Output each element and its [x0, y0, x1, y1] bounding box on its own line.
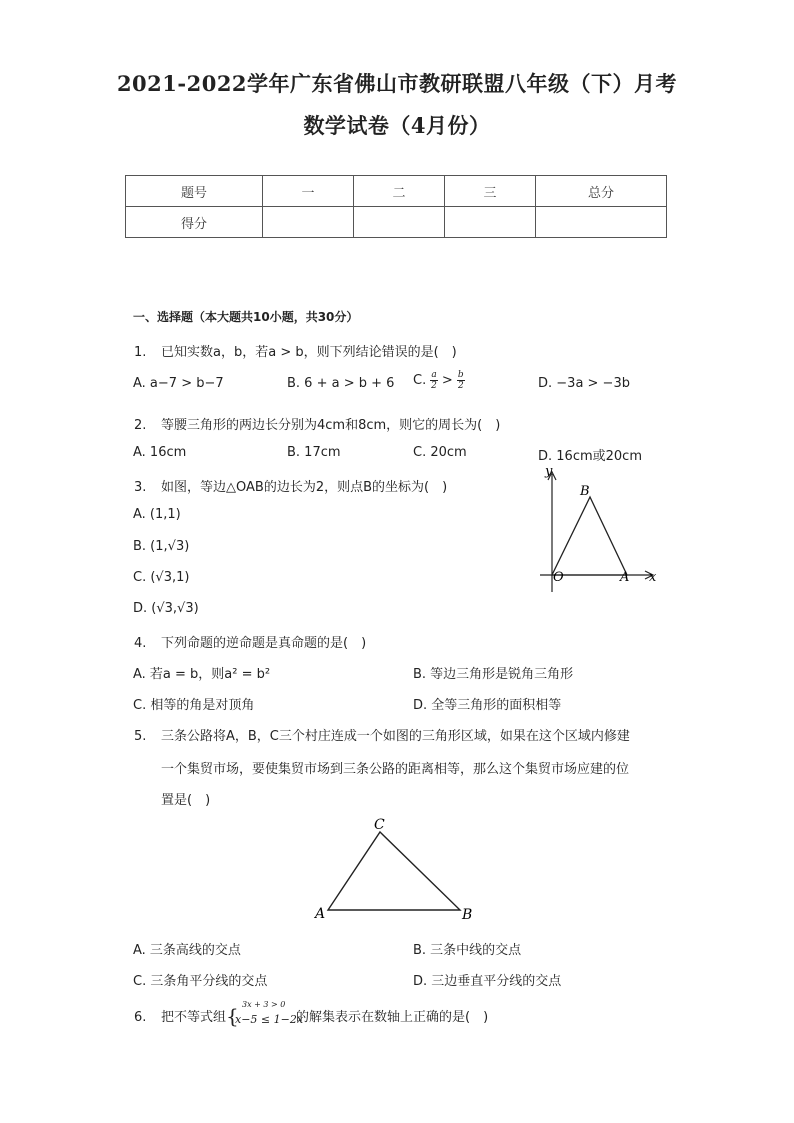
score-table-row [126, 207, 667, 238]
question-3-stem [134, 476, 447, 495]
point-b-label: B [580, 484, 590, 499]
question-text-pre: 把不等式组 [161, 1010, 227, 1025]
q2-option-c: C. 20cm [413, 445, 467, 460]
question-number: 2. [134, 418, 147, 433]
score-header-cell: 题号 [126, 176, 263, 207]
paper-title-line2: 数学试卷（4月份） [303, 113, 491, 138]
q1-option-b: B. 6 + a > b + 6 [287, 376, 395, 391]
vertex-c-label: C [374, 817, 385, 833]
question-5-stem [134, 725, 630, 744]
score-cell [445, 207, 536, 238]
q5-option-c: C. 三条角平分线的交点 [133, 974, 268, 989]
point-o-label: O [553, 570, 564, 585]
q1-option-c [413, 370, 465, 391]
x-axis-label: x [649, 570, 657, 585]
question-number: 5. [134, 729, 147, 744]
score-table-header-row [126, 176, 667, 207]
question-number: 1. [134, 345, 147, 360]
score-row-label: 得分 [126, 207, 263, 238]
question-text: 如图，等边△OAB的边长为2，则点B的坐标为( ) [161, 480, 448, 495]
q4-option-b: B. 等边三角形是锐角三角形 [413, 667, 574, 682]
score-cell [536, 207, 667, 238]
q5-option-b: B. 三条中线的交点 [413, 943, 522, 958]
numerator: a [431, 370, 437, 380]
question-text: 下列命题的逆命题是真命题的是( ) [161, 636, 367, 651]
point-a-label: A [620, 570, 630, 585]
question-number: 4. [134, 636, 147, 651]
q4-option-a: A. 若a = b，则a² = b² [133, 667, 271, 682]
question-text: 三条公路将A，B，C三个村庄连成一个如图的三角形区域，如果在这个区域内修建 [161, 729, 630, 744]
question-text: 等腰三角形的两边长分别为4cm和8cm，则它的周长为( ) [161, 418, 501, 433]
q3-option-b: B. (1,√3) [133, 539, 190, 554]
q1-option-a: A. a−7 > b−7 [133, 376, 224, 391]
q5-option-d: D. 三边垂直平分线的交点 [413, 974, 562, 989]
question-6-stem [134, 999, 489, 1028]
question-text: 已知实数a，b，若a > b，则下列结论错误的是( ) [161, 345, 457, 360]
coordinate-figure [530, 460, 665, 600]
fraction [457, 370, 465, 391]
q1-option-d: D. −3a > −3b [538, 376, 630, 391]
inequality-1: 3x + 3 > 0 [242, 999, 286, 1009]
triangle-abc [328, 832, 460, 910]
q3-option-c: C. (√3,1) [133, 570, 190, 585]
question-number: 3. [134, 480, 147, 495]
numerator: b [457, 370, 464, 380]
question-number: 6. [134, 1010, 147, 1025]
q2-option-b: B. 17cm [287, 445, 341, 460]
operator: > [441, 373, 453, 388]
inequality-2: x−5 ≤ 1−2x [235, 1012, 304, 1026]
question-5-stem-line3: 置是( ) [161, 793, 211, 808]
triangle-oab [552, 497, 627, 575]
fraction [430, 370, 437, 391]
question-1-stem [134, 341, 457, 360]
q2-option-a: A. 16cm [133, 445, 187, 460]
q3-option-a: A. (1,1) [133, 507, 181, 522]
brace-icon: { [226, 1003, 239, 1028]
score-header-cell: 二 [354, 176, 445, 207]
option-label: C. [413, 373, 427, 388]
section-heading: 一、选择题（本大题共10小题，共30分） [133, 310, 359, 324]
denominator: 2 [457, 381, 464, 391]
vertex-b-label: B [462, 907, 473, 923]
score-cell [263, 207, 354, 238]
y-axis-label: y [545, 464, 553, 479]
denominator: 2 [431, 381, 437, 391]
score-header-cell: 一 [263, 176, 354, 207]
score-cell [354, 207, 445, 238]
q2-option-d: D. 16cm或20cm [538, 449, 642, 464]
question-4-stem [134, 632, 366, 651]
q4-option-c: C. 相等的角是对顶角 [133, 698, 255, 713]
question-5-stem-line2: 一个集贸市场，要使集贸市场到三条公路的距离相等，那么这个集贸市场应建的位 [161, 762, 630, 777]
score-header-cell: 总分 [536, 176, 667, 207]
triangle-figure [310, 812, 480, 924]
q3-option-d: D. (√3,√3) [133, 601, 199, 616]
q5-option-a: A. 三条高线的交点 [133, 943, 241, 958]
paper-title-line1: 2021-2022学年广东省佛山市教研联盟八年级（下）月考 [116, 71, 678, 96]
score-table [125, 175, 667, 238]
question-2-stem [134, 414, 500, 433]
question-text-post: 的解集表示在数轴上正确的是( ) [296, 1010, 489, 1025]
score-header-cell: 三 [445, 176, 536, 207]
inequality-system [226, 999, 304, 1028]
q4-option-d: D. 全等三角形的面积相等 [413, 698, 562, 713]
vertex-a-label: A [315, 906, 326, 922]
